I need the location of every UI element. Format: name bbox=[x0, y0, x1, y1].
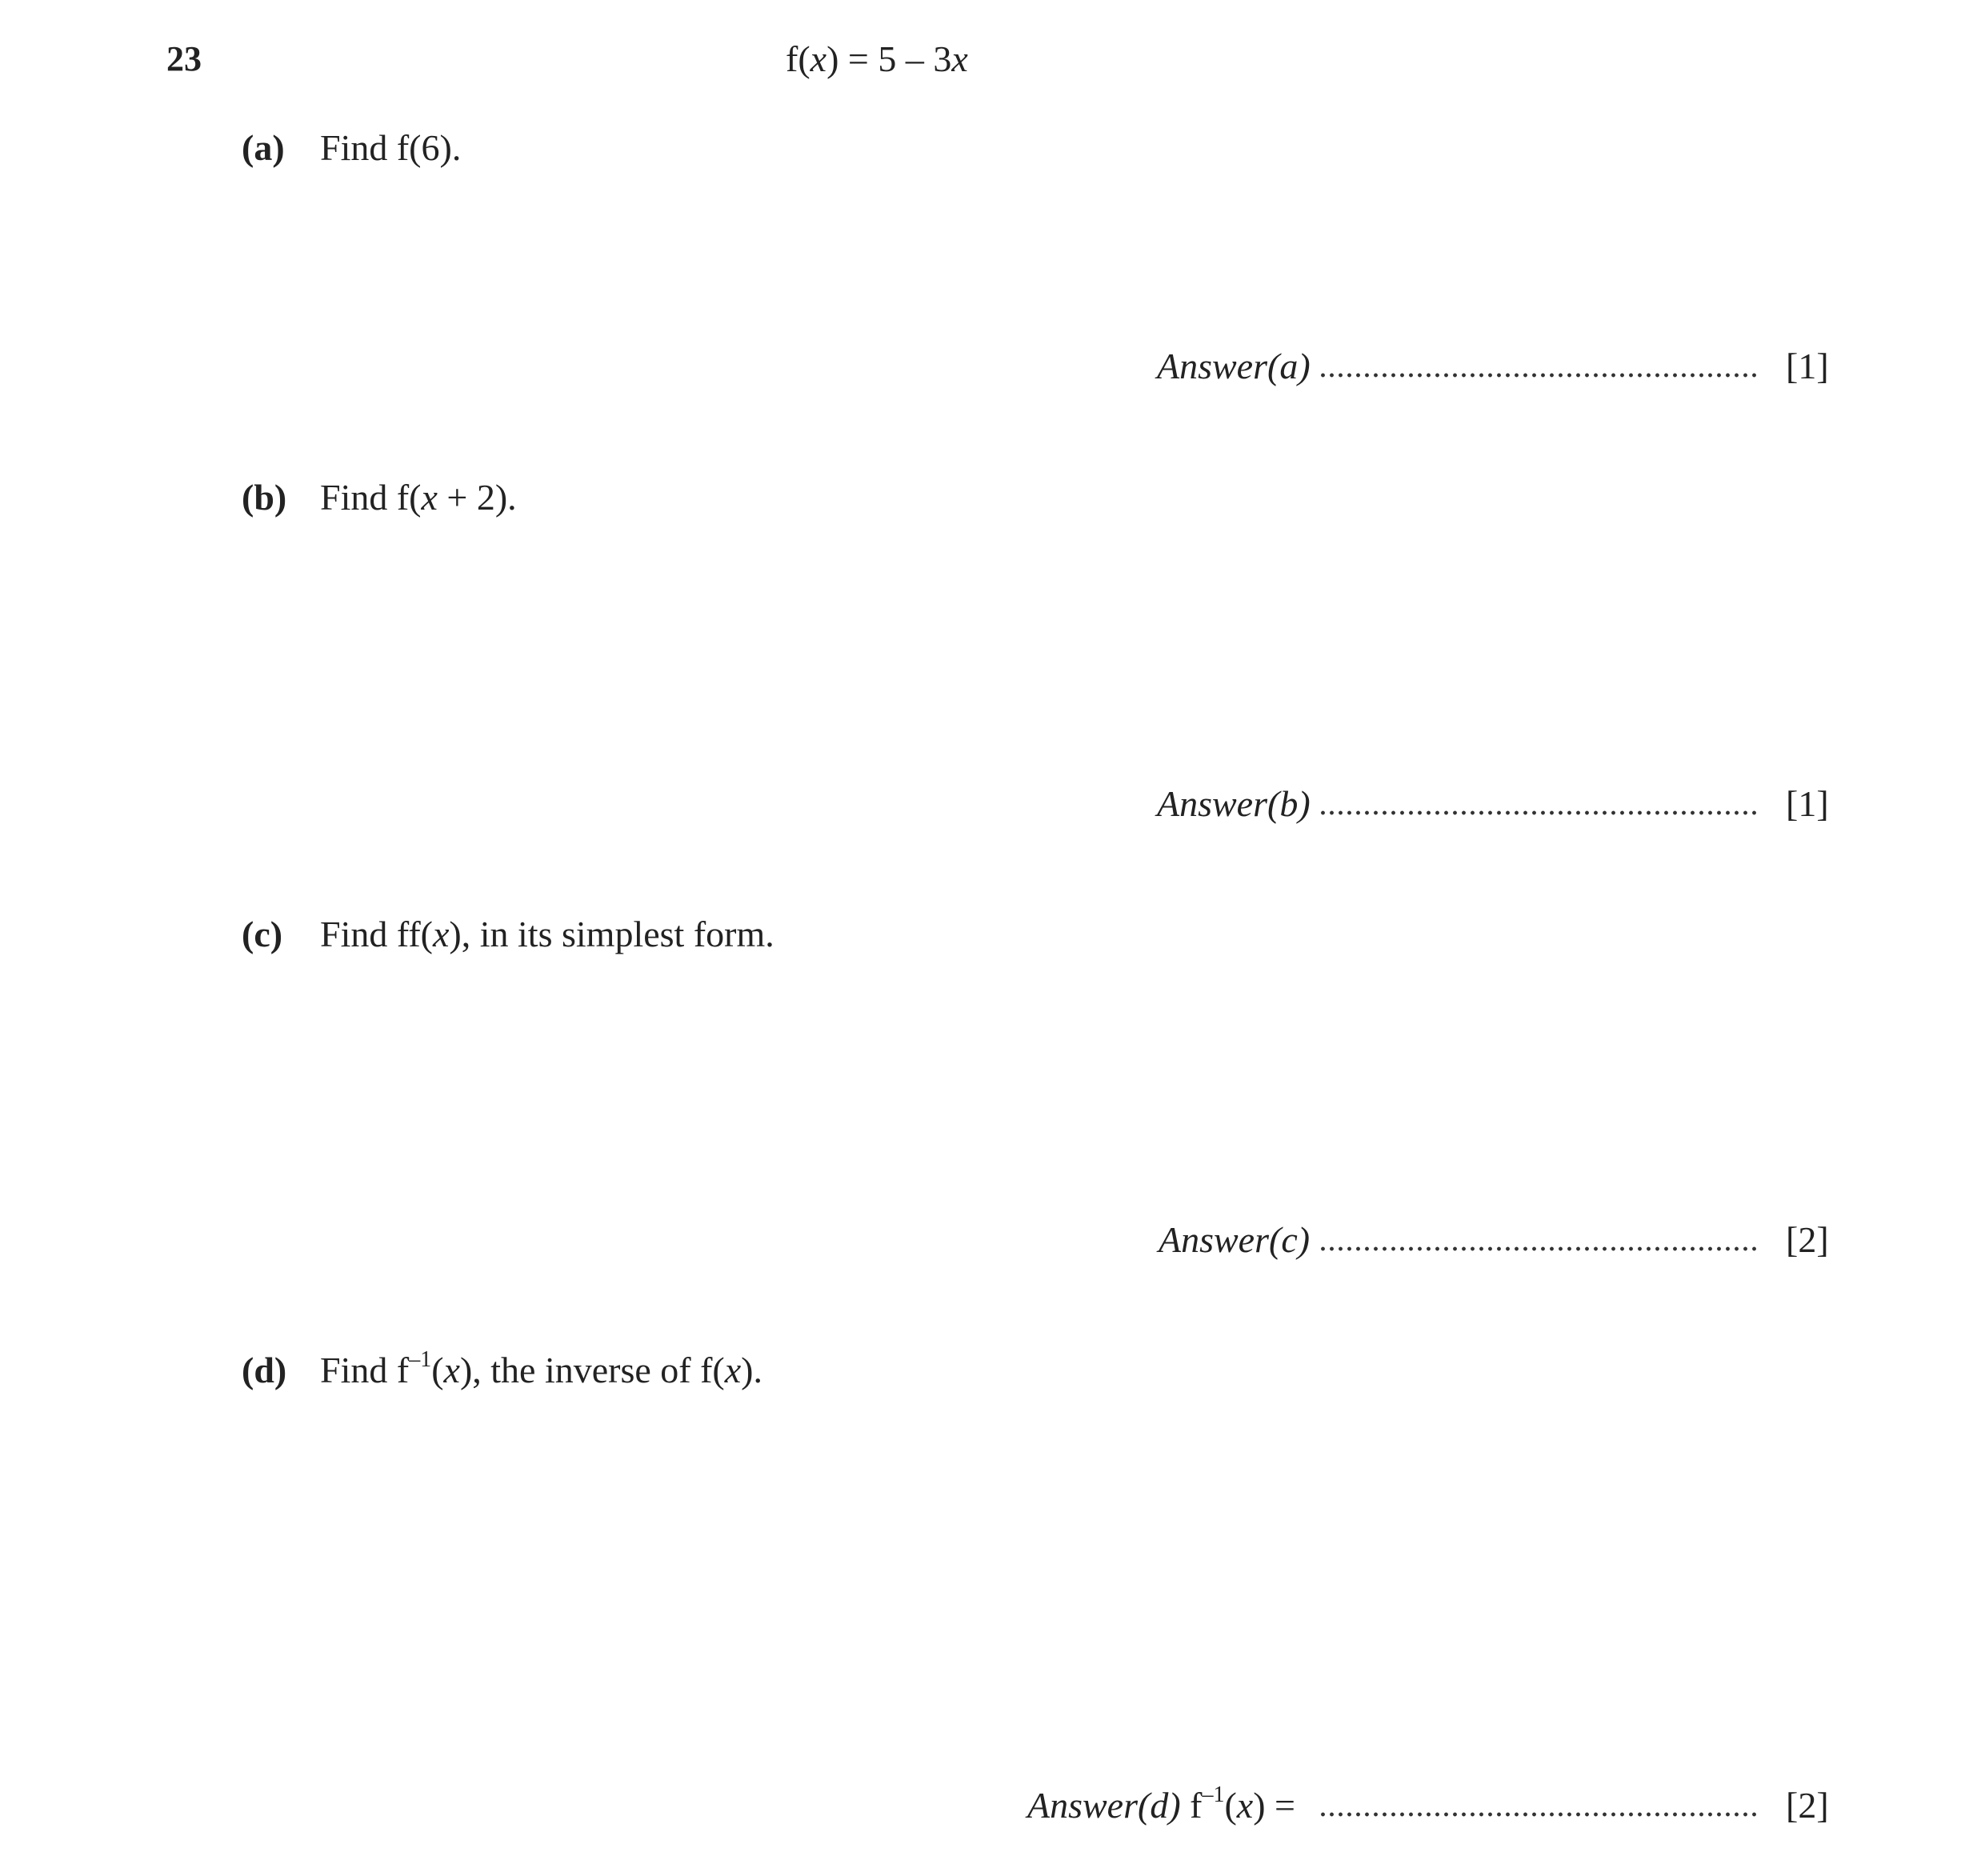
answer-d-expr-pre: f bbox=[1180, 1785, 1203, 1826]
marks-d: [2] bbox=[1786, 1785, 1829, 1826]
part-a-label: (a) bbox=[242, 127, 285, 168]
question-number: 23 bbox=[166, 39, 202, 78]
function-variable-2: x bbox=[951, 38, 968, 79]
function-definition bbox=[786, 35, 968, 83]
function-variable: x bbox=[810, 38, 827, 79]
part-d-label: (d) bbox=[242, 1350, 287, 1390]
function-middle: ) = 5 – 3 bbox=[826, 38, 952, 79]
answer-d-expr-var: x bbox=[1236, 1785, 1254, 1826]
part-b-text-post: + 2). bbox=[437, 477, 517, 518]
answer-c-field[interactable] bbox=[1319, 1246, 1759, 1251]
part-c-label: (c) bbox=[242, 914, 283, 954]
answer-b-field[interactable] bbox=[1319, 810, 1759, 815]
function-prefix: f( bbox=[786, 38, 810, 79]
part-a-text: Find f(6). bbox=[320, 127, 462, 168]
part-b-text-var: x bbox=[421, 477, 438, 518]
part-d-text-post: ). bbox=[741, 1350, 762, 1390]
part-d-text-var: x bbox=[443, 1350, 460, 1390]
marks-b: [1] bbox=[1786, 783, 1829, 824]
marks-c: [2] bbox=[1786, 1219, 1829, 1260]
part-b-question bbox=[242, 474, 517, 522]
part-d-text-mid1: ( bbox=[431, 1350, 444, 1390]
part-c-text-post: ), in its simplest form. bbox=[449, 914, 774, 954]
part-a-question bbox=[242, 124, 461, 172]
part-d-question bbox=[242, 1346, 762, 1394]
answer-d-label: Answer(d) $f^{-1}(x)$ = bbox=[1027, 1782, 1295, 1826]
answer-b-label: Answer(b) bbox=[1157, 783, 1311, 824]
answer-d-expr-post: ) = bbox=[1253, 1785, 1295, 1826]
part-b-label: (b) bbox=[242, 477, 287, 518]
part-d-text-sup: –1 bbox=[409, 1347, 432, 1372]
answer-d-expr-mid: ( bbox=[1224, 1785, 1237, 1826]
part-d-text-mid2: ), the inverse of f( bbox=[459, 1350, 725, 1390]
answer-d-expr-sup: –1 bbox=[1202, 1782, 1225, 1807]
answer-a-label: Answer(a) bbox=[1157, 346, 1311, 386]
answer-a-field[interactable] bbox=[1319, 373, 1759, 378]
part-c-text-var: x bbox=[433, 914, 450, 954]
part-c-question bbox=[242, 910, 774, 958]
part-b-text-pre: Find f( bbox=[320, 477, 422, 518]
answer-d-field[interactable] bbox=[1319, 1812, 1759, 1817]
answer-c-label: Answer(c) bbox=[1159, 1219, 1311, 1260]
part-d-text-pre: Find f bbox=[320, 1350, 410, 1390]
part-d-text-var2: x bbox=[724, 1350, 742, 1390]
marks-a: [1] bbox=[1786, 346, 1829, 386]
part-c-text-pre: Find ff( bbox=[320, 914, 433, 954]
